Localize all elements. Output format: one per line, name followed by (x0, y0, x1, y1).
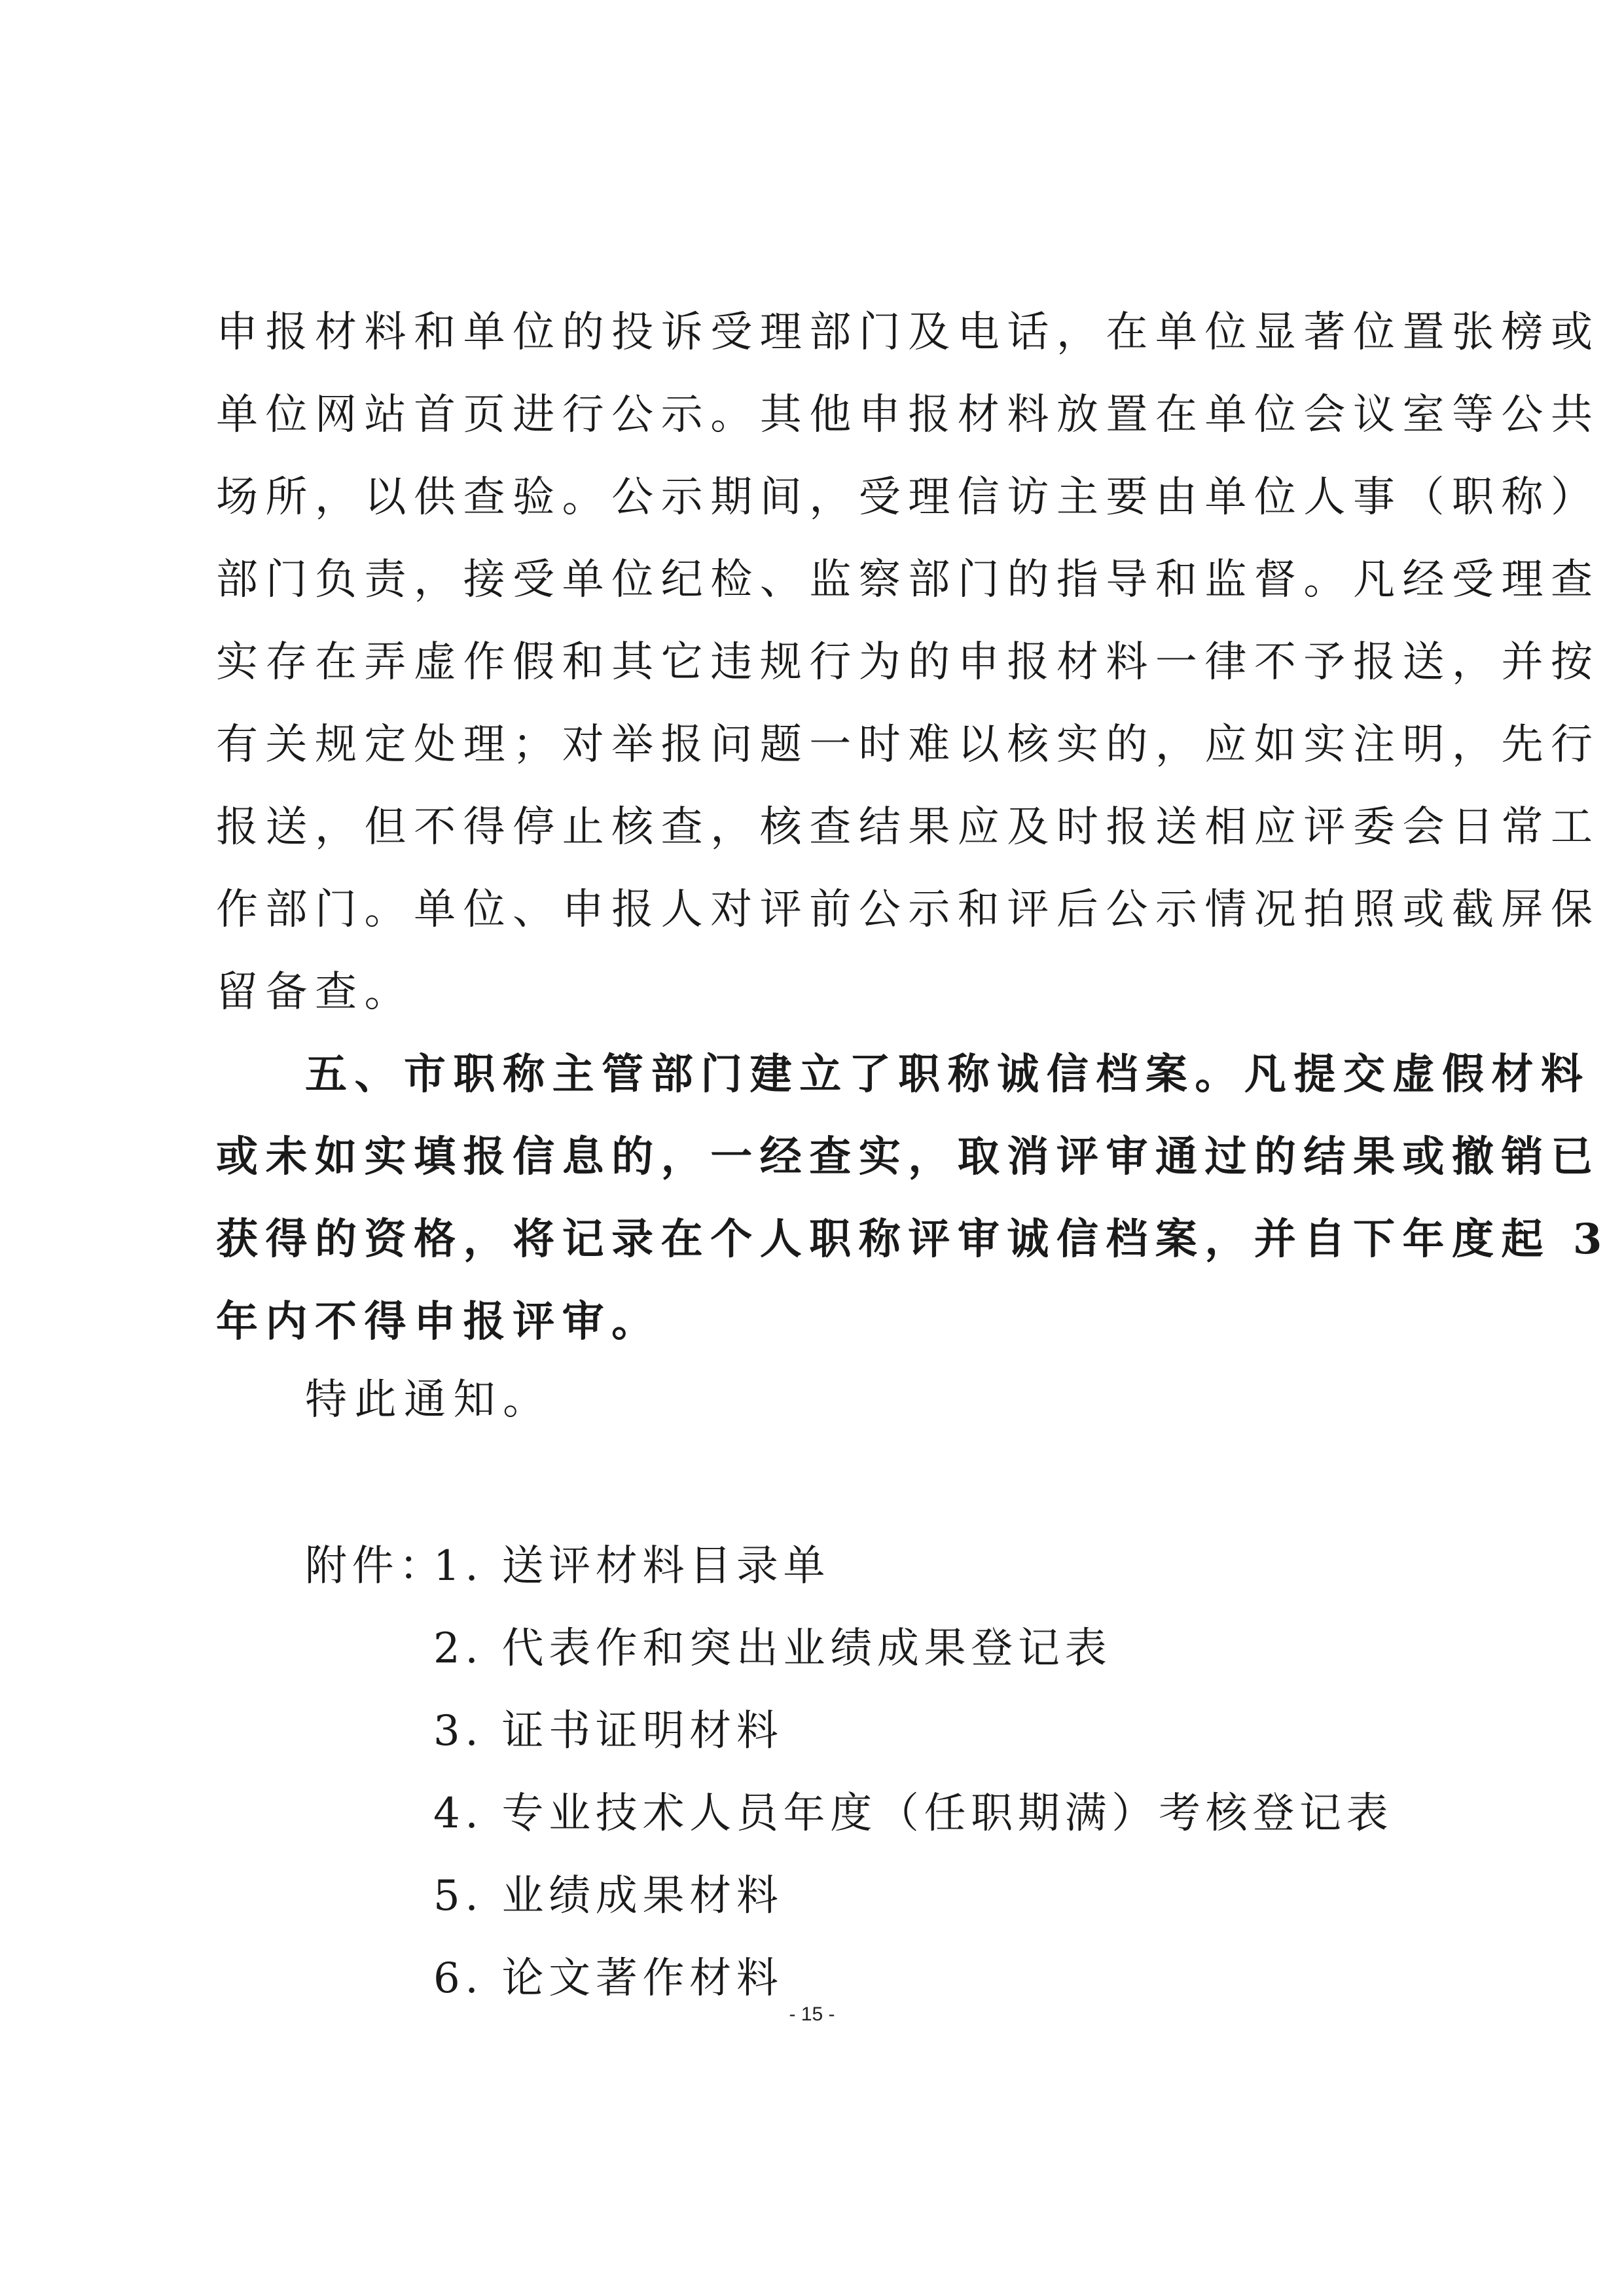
attachment-item-text: 1. 送评材料目录单 (433, 1542, 831, 1590)
attachment-item-text: 3. 证书证明材料 (433, 1707, 784, 1755)
body-text (216, 291, 1610, 1363)
paragraph-line: 单位网站首页进行公示。其他申报材料放置在单位会议室等公共 (216, 391, 1600, 439)
attachments-list (305, 1525, 1393, 2020)
attachment-item (305, 1690, 1393, 1772)
attachment-item (305, 1772, 1393, 1855)
attachment-item-text: 2. 代表作和突出业绩成果登记表 (433, 1624, 1112, 1673)
paragraph-line: 实存在弄虚作假和其它违规行为的申报材料一律不予报送，并按 (216, 638, 1600, 687)
attachment-item (305, 1607, 1393, 1690)
paragraph-line: 或未如实填报信息的，一经查实，取消评审通过的结果或撤销已 (216, 1132, 1600, 1181)
attachments-label: 附件： (305, 1542, 446, 1590)
closing-text: 特此通知。 (305, 1376, 552, 1424)
paragraph-line: 申报材料和单位的投诉受理部门及电话，在单位显著位置张榜或 (216, 308, 1600, 357)
paragraph-1 (216, 291, 1600, 1033)
paragraph-line: 五、市职称主管部门建立了职称诚信档案。凡提交虚假材料 (305, 1050, 1591, 1099)
paragraph-line: 部门负责，接受单位纪检、监察部门的指导和监督。凡经受理查 (216, 556, 1600, 604)
paragraph-line: 作部门。单位、申报人对评前公示和评后公示情况拍照或截屏保 (216, 886, 1600, 934)
paragraph-line: 报送，但不得停止核查，核查结果应及时报送相应评委会日常工 (216, 803, 1600, 852)
paragraph-line: 场所，以供查验。公示期间，受理信访主要由单位人事（职称） (216, 473, 1600, 522)
paragraph-line: 获得的资格，将记录在个人职称评审诚信档案，并自下年度起 3 (216, 1215, 1610, 1264)
paragraph-line: 有关规定处理；对举报问题一时难以核实的，应如实注明，先行 (216, 721, 1600, 769)
attachment-item (305, 1855, 1393, 1937)
attachment-item (305, 1525, 1393, 1607)
attachment-item-text: 5. 业绩成果材料 (433, 1872, 784, 1920)
attachment-item-text: 4. 专业技术人员年度（任职期满）考核登记表 (433, 1789, 1394, 1838)
page-number: - 15 - (789, 2003, 835, 2025)
paragraph-2 (216, 1033, 1610, 1363)
attachment-item-text: 6. 论文著作材料 (433, 1954, 784, 2003)
paragraph-line: 留备查。 (216, 968, 414, 1016)
paragraph-line: 年内不得申报评审。 (216, 1297, 661, 1346)
